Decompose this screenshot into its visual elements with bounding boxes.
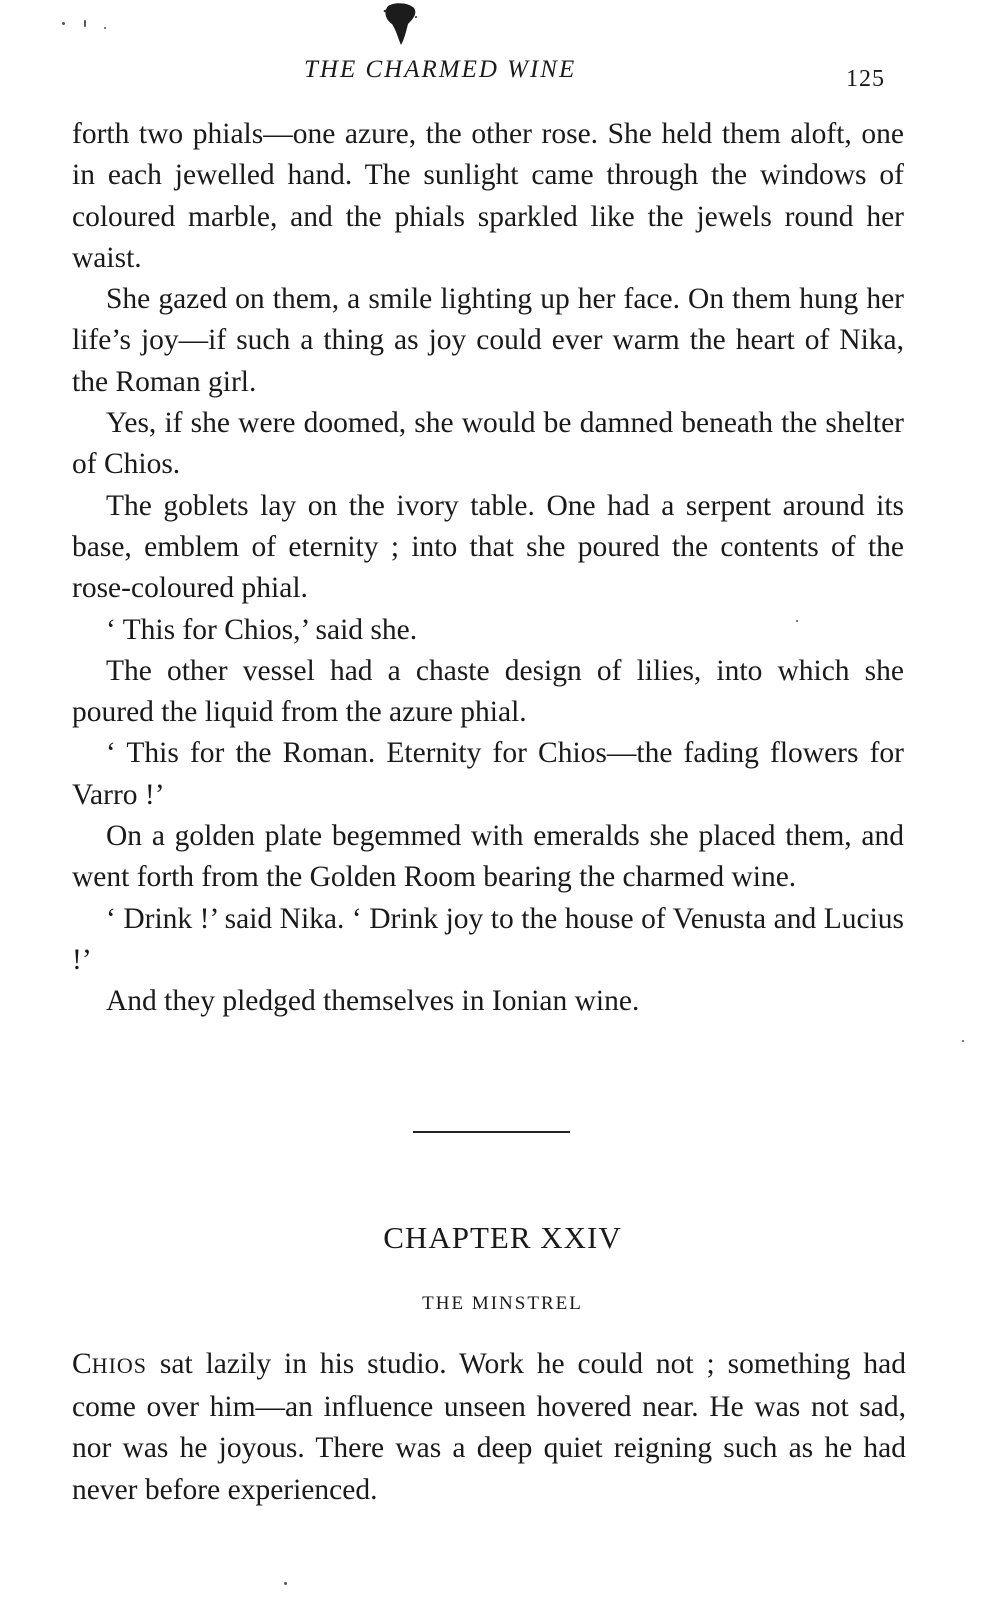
paragraph: The other vessel had a chaste design of lilies, into which she poured the liquid from the azure phial.	[72, 654, 904, 729]
paragraph: forth two phials—one azure, the other rose. She held them aloft, one in each jewelled hand. The sunlight came through the windows of coloured marble, and the phials sparkled like the jewels round her waist.	[72, 118, 904, 274]
paragraph: On a golden plate begemmed with emeralds she placed them, and went forth from the Golden Room bearing the charmed wine.	[72, 820, 904, 894]
paragraph: The goblets lay on the ivory table. One had a serpent around its base, emblem of eternity ; into that she poured the contents of the rose-coloured phial.	[72, 489, 904, 605]
paragraph: ‘ Drink !’ said Nika. ‘ Drink joy to the house of Venusta and Lucius !’	[72, 902, 904, 976]
paper-speck	[62, 22, 65, 25]
chapter-heading: CHAPTER XXIV	[383, 1220, 622, 1255]
paragraph: ‘ This for the Roman. Eternity for Chios—the fading flowers for Varro !’	[72, 737, 904, 811]
smallcaps-word: HIOS	[91, 1353, 148, 1378]
paragraph: ‘ This for Chios,’ said she.	[106, 613, 418, 646]
chapter-opening-paragraph	[72, 1344, 906, 1511]
body-text	[72, 114, 904, 1023]
paragraph: And they pledged themselves in Ionian wine.	[106, 985, 640, 1018]
paragraph: She gazed on them, a smile lighting up her face. On them hung her life’s joy—if such a thing as joy could ever warm the heart of Nika, the Roman girl.	[72, 283, 904, 398]
drop-initial: C	[72, 1348, 92, 1380]
page-number: 125	[846, 66, 885, 92]
chapter-opening	[72, 1344, 906, 1511]
ink-blot-mark	[382, 2, 418, 46]
paper-speck	[284, 1582, 287, 1585]
paper-speck	[104, 27, 106, 29]
paper-speck	[962, 1040, 964, 1042]
paragraph: Yes, if she were doomed, she would be damned beneath the shelter of Chios.	[72, 407, 904, 481]
paper-speck	[84, 20, 86, 27]
section-divider	[413, 1131, 570, 1133]
chapter-subtitle: THE MINSTREL	[422, 1293, 583, 1314]
running-title: THE CHARMED WINE	[304, 56, 577, 83]
running-header	[0, 56, 1005, 92]
chapter-opening-text: sat lazily in his studio. Work he could not ; something had come over him—an influence unseen hovered near. He was not sad, nor was he joyous. There was a deep quiet reigning such as he had never before experienced.	[72, 1348, 906, 1506]
paper-speck	[796, 620, 798, 622]
